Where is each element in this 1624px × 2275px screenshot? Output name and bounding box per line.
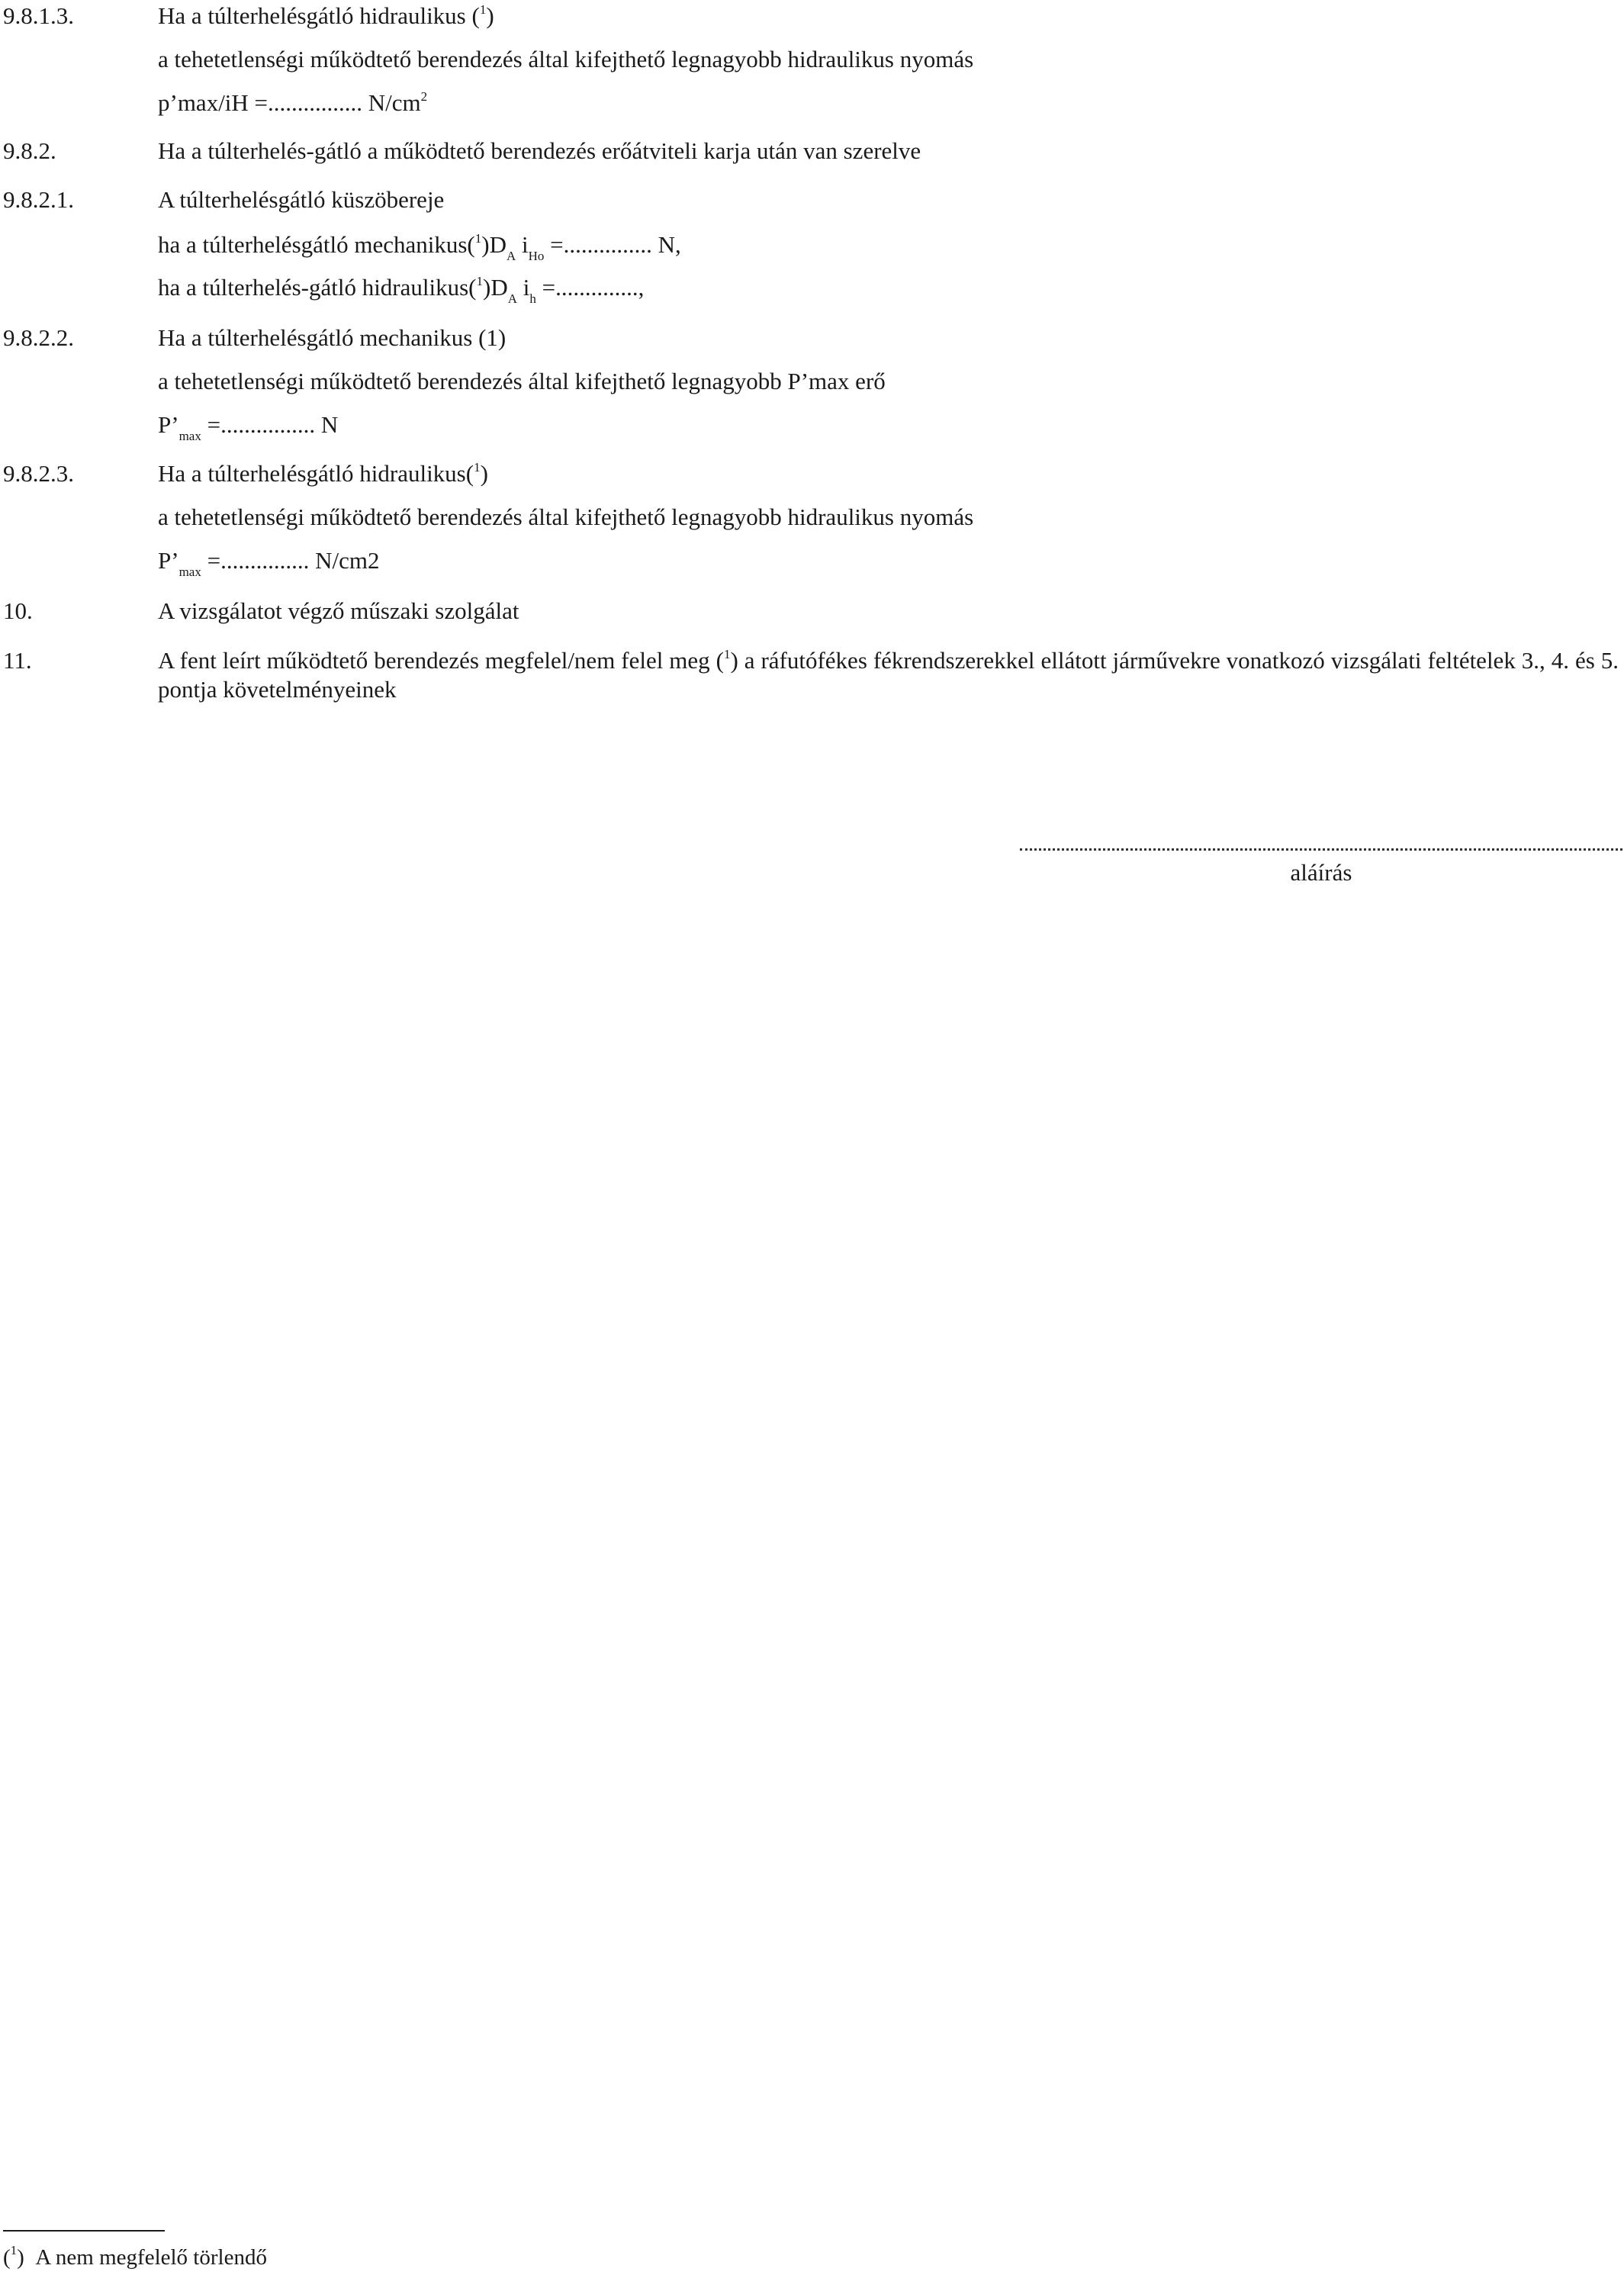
max-pressure-description: a tehetetlenségi működtető berendezés által kifejthető legnagyobb hidraulikus nyomás (158, 46, 974, 72)
footnote-mark: 1 (10, 2243, 18, 2257)
footnote-ref: 1 (474, 231, 482, 246)
footnote-mark-open: ( (3, 2245, 11, 2270)
item-number-9-8-2-1: 9.8.2.1. (3, 186, 74, 213)
item-heading-9-8-2-3 (158, 459, 488, 488)
subscript: max (178, 565, 201, 579)
max-force-description: a tehetetlenségi működtető berendezés által kifejthető legnagyobb P’max erő (158, 368, 886, 394)
signature-line (1020, 825, 1622, 851)
subscript: A (507, 291, 518, 306)
item-heading-9-8-2-2: Ha a túlterhelésgátló mechanikus (1) (158, 324, 506, 351)
footnote-text: A nem megfelelő törlendő (35, 2245, 267, 2270)
conformity-statement (158, 646, 1619, 704)
heading-text-tail: ) (480, 460, 488, 487)
subscript: h (529, 291, 536, 306)
subscript: max (178, 429, 201, 443)
footnote-mark-close: ) (17, 2245, 24, 2270)
heading-text: Ha a túlterhelésgátló hidraulikus ( (158, 2, 480, 29)
heading-text: Ha a túlterhelésgátló hidraulikus( (158, 460, 474, 487)
footnote-ref: 1 (479, 2, 487, 17)
item-number-9-8-1-3: 9.8.1.3. (3, 2, 74, 29)
item-heading-9-8-2-1: A túlterhelésgátló küszöbereje (158, 186, 445, 213)
pressure-formula (158, 88, 427, 117)
formula-part: =............... N, (544, 231, 681, 258)
heading-text-tail: ) (486, 2, 494, 29)
subscript: Ho (528, 249, 545, 263)
formula-part: )D (483, 274, 508, 301)
subscript: A (506, 249, 516, 263)
item-number-9-8-2-3: 9.8.2.3. (3, 460, 74, 487)
formula-part: ha a túlterhelésgátló mechanikus( (158, 231, 475, 258)
formula-part: )D (481, 231, 506, 258)
item-number-11: 11. (3, 647, 32, 674)
formula-part: P’ (158, 411, 179, 438)
formula-part: =............... N/cm2 (201, 547, 380, 574)
item-number-9-8-2-2: 9.8.2.2. (3, 324, 74, 351)
footnote-ref: 1 (474, 460, 481, 475)
statement-text: ) a ráfutófékes fékrendszerekkel ellátott járművekre vonatkozó vizsgálati feltételek 3., 4. és 5. pontja követelményeinek (158, 647, 1619, 703)
unit-exponent: 2 (420, 89, 428, 104)
max-pressure-description-2: a tehetetlenségi működtető berendezés által kifejthető legnagyobb hidraulikus nyomás (158, 504, 974, 530)
item-heading-10: A vizsgálatot végző műszaki szolgálat (158, 597, 519, 624)
force-formula (158, 410, 339, 443)
formula-part: =.............., (535, 274, 645, 301)
signature-label: aláírás (1290, 859, 1352, 886)
item-number-10: 10. (3, 597, 33, 624)
footnote (3, 2243, 267, 2272)
statement-text: A fent leírt működtető berendezés megfelel/nem felel meg ( (158, 647, 724, 674)
formula-part: ha a túlterhelés-gátló hidraulikus( (158, 274, 477, 301)
hydraulic-threshold-formula (158, 273, 645, 306)
formula-part: =................ N (201, 411, 339, 438)
formula-part: i (516, 231, 529, 258)
formula-text: p’max/iH =................ N/cm (158, 89, 421, 116)
item-heading-9-8-2: Ha a túlterhelés-gátló a működtető berendezés erőátviteli karja után van szerelve (158, 137, 921, 164)
pressure-formula-2 (158, 546, 380, 579)
mechanical-threshold-formula (158, 230, 681, 263)
footnote-ref: 1 (476, 274, 484, 288)
item-heading-9-8-1-3 (158, 2, 494, 31)
footnote-ref: 1 (723, 647, 731, 661)
item-number-9-8-2: 9.8.2. (3, 137, 56, 164)
formula-part: i (517, 274, 530, 301)
formula-part: P’ (158, 547, 179, 574)
footnote-separator (3, 2230, 165, 2232)
